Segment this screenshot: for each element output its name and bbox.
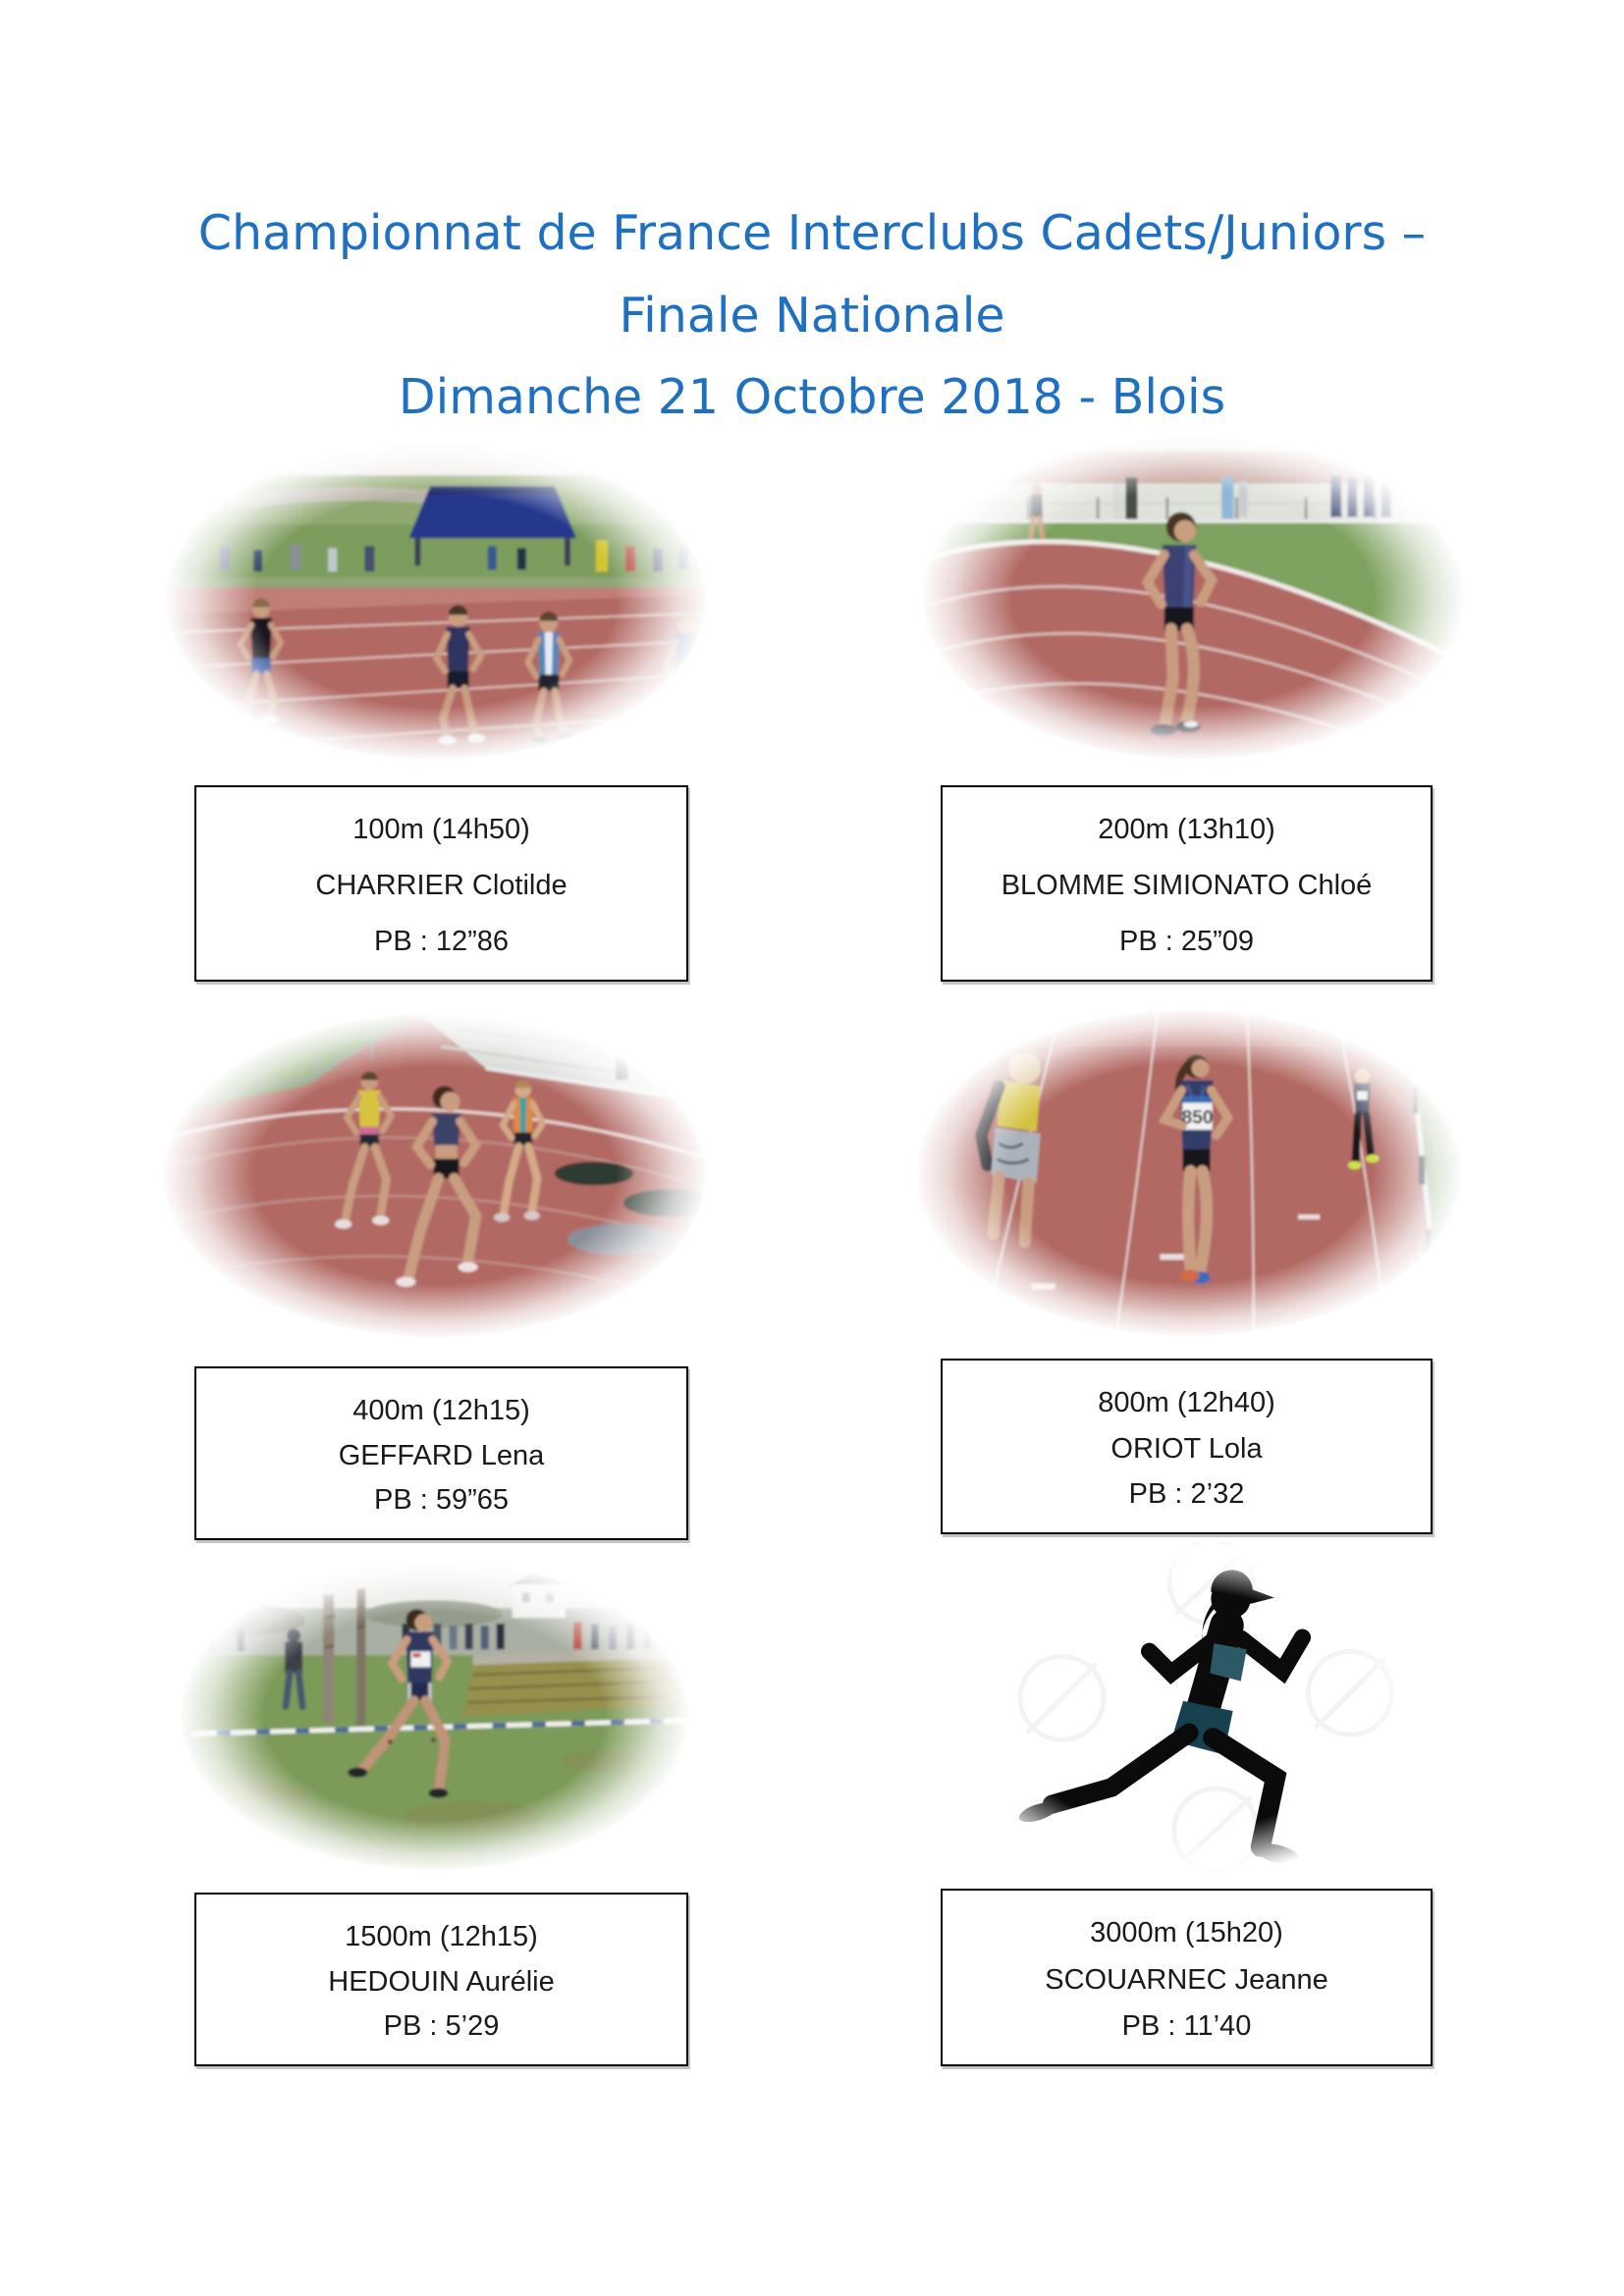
bend-runner-illustration [918,434,1468,762]
event-title: 400m (12h15) [352,1395,530,1426]
personal-best: PB : 12”86 [373,926,510,957]
photo-400m-sprinters [160,1011,710,1340]
event-box-3000m [941,1889,1433,2066]
page-title-line-2: Finale Nationale [619,288,1005,344]
event-box-800m [941,1359,1433,1534]
page-subtitle: Dimanche 21 Octobre 2018 - Blois [398,369,1226,425]
athlete-name: SCOUARNEC Jeanne [1045,1963,1328,1996]
event-title: 3000m (15h20) [1090,1917,1283,1949]
event-title: 1500m (12h15) [345,1921,538,1952]
runner-850-illustration [913,1007,1465,1339]
personal-best: PB : 59”65 [373,1484,510,1516]
sprinters-illustration [160,1011,710,1340]
athlete-name: CHARRIER Clotilde [315,870,568,901]
athlete-name: HEDOUIN Aurélie [328,1965,555,1998]
photo-1500m-cross-country [177,1559,692,1873]
personal-best: PB : 11’40 [1121,2010,1252,2042]
event-box-400m [194,1366,688,1540]
event-box-200m [941,785,1433,982]
cross-country-illustration [177,1559,692,1873]
event-title: 100m (14h50) [352,814,530,845]
sprint-race-illustration [162,440,710,762]
personal-best: PB : 5’29 [383,2010,500,2042]
page-title-line-1: Championnat de France Interclubs Cadets/Juniors – [197,205,1427,261]
athlete-name: GEFFARD Lena [338,1439,545,1471]
runner-silhouette-illustration [933,1543,1434,1879]
athlete-name: ORIOT Lola [1110,1432,1263,1465]
personal-best: PB : 25”09 [1118,926,1255,957]
event-title: 200m (13h10) [1098,814,1275,845]
event-box-1500m [194,1893,688,2066]
athlete-name: BLOMME SIMIONATO Chloé [1001,870,1373,901]
photo-3000m-silhouette [933,1543,1434,1879]
event-title: 800m (12h40) [1098,1387,1275,1418]
photo-100m-sprint [162,440,710,762]
personal-best: PB : 2’32 [1128,1478,1245,1510]
photo-200m-bend [918,434,1468,762]
event-box-100m [194,785,688,982]
photo-800m-bib-850 [913,1007,1465,1339]
